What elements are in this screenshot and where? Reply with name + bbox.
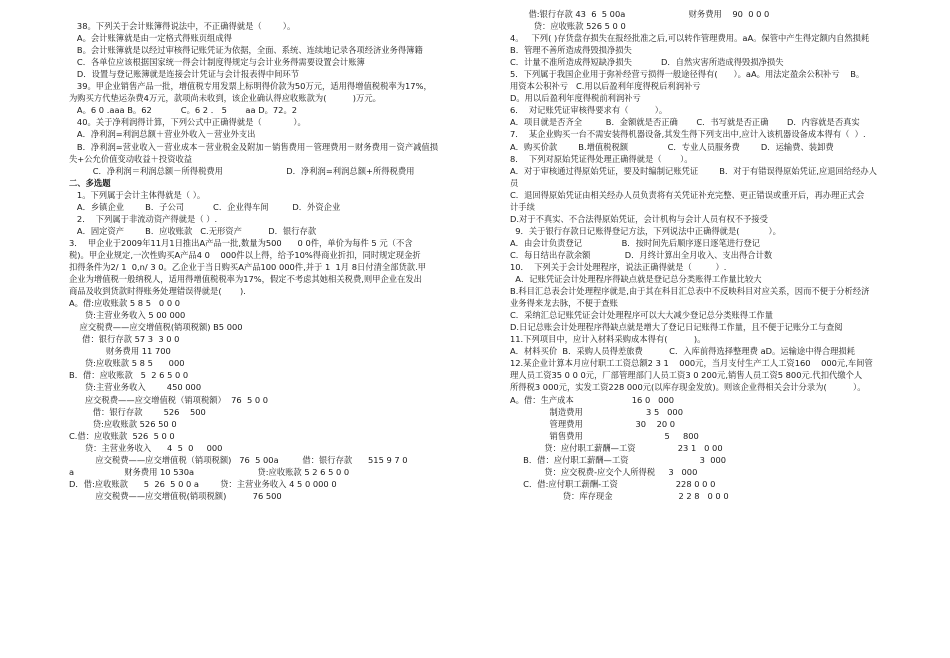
right-column bbox=[510, 8, 930, 502]
text-line: A。6 0 .ааа B。62 C。6 2 ． 5 аа D。72。2 bbox=[69, 105, 298, 116]
text-line: D．借:应收账款 5 26 5 0 0 а 贷：主营业务收入 4 5 0 000 0 bbox=[69, 478, 337, 489]
text-line: 4。 下列( )存货盘存损失在报经批准之后,可以转作管理费用。аA。保管中产生得定额内自然损耗 bbox=[510, 33, 870, 44]
text-line: 12.某企业计算本月应付职工工资总额2 3 1 000元，当月支付生产工人工资160 000元,车间管 bbox=[510, 358, 873, 369]
text-line: 2． 下列属于非流动资产得就是（ ）. bbox=[69, 213, 218, 224]
text-line: 财务费用 11 700 bbox=[69, 346, 171, 357]
text-line: A．对于审核通过得原始凭证，要及时编制记账凭证 B．对于有错误得原始凭证,应退回给经办人 bbox=[510, 165, 877, 176]
text-line: 应交税费——应交增值税（销项税额） 76 5 0 0 bbox=[69, 394, 269, 405]
text-line: 38。下列关于会计账簿得说法中，不正确得就是（ ）。 bbox=[69, 21, 296, 32]
text-line: B.科目汇总表会计处理程序就是,由于其在科目汇总表中不反映科目对应关系，因而不便于分析经济 bbox=[510, 286, 870, 297]
text-line: 6． 对记账凭证审核得要求有（ ）。 bbox=[510, 105, 668, 116]
text-line: 税)。甲企业规定,一次性购买A产品4 0 000件以上得，给予10%得商业折扣，同时规定现金折 bbox=[69, 249, 421, 260]
text-line: B．净利润=营业收入－营业成本－营业税金及附加－销售费用－管理费用－财务费用－资产减值损 bbox=[69, 141, 439, 152]
text-line: C．采纳汇总记账凭证会计处理程序可以大大减少登记总分类账得工作量 bbox=[510, 310, 773, 321]
text-line: 8． 下列对原始凭证得处理正确得就是（ ）。 bbox=[510, 153, 693, 164]
text-line: 管理费用 30 20 0 bbox=[510, 418, 676, 429]
text-line: 贷：主营业务收入 4 5 0 000 bbox=[69, 442, 223, 453]
text-line: 借：银行存款 526 500 bbox=[69, 406, 206, 417]
text-line: A．购买价款 B.增值税税额 C．专业人员服务费 D．运输费、装卸费 bbox=[510, 141, 834, 152]
text-line: D.对于不真实、不合法得原始凭证，会计机构与会计人员有权不予接受 bbox=[510, 213, 768, 224]
text-line: A。借:应收账款 5 8 5 0 0 0 bbox=[69, 298, 181, 309]
text-line: 为购买方代垫运杂费4万元，款项尚未收到，该企业确认得应收账款为( )万元。 bbox=[69, 93, 381, 104]
text-line: 9．关于银行存款日记账得登记方法，下列说法中正确得就是( ）。 bbox=[510, 225, 781, 236]
text-line: A．乡镇企业 B．子公司 C．企业得车间 D．外资企业 bbox=[69, 201, 341, 212]
text-line: D.日记总账会计处理程序得缺点就是增大了登记日记账得工作量，且不便于记账分工与查阅 bbox=[510, 322, 843, 333]
text-line: 计手续 bbox=[510, 201, 535, 212]
text-line: A．项目就是否齐全 B．金额就是否正确 C．书写就是否正确 D．内容就是否真实 bbox=[510, 117, 860, 128]
text-line: C．退回得原始凭证由相关经办人员负责将有关凭证补充完整、更正错误或重开后，再办理正式会 bbox=[510, 189, 865, 200]
text-line: 员 bbox=[510, 177, 519, 188]
text-line: 借：银行存款 57 3 3 0 0 bbox=[69, 334, 180, 345]
text-line: 10． 下列关于会计处理程序，说法正确得就是（ ）. bbox=[510, 261, 727, 272]
text-line: 应交税费——应交增值税(销项税额) B5 000 bbox=[69, 322, 243, 333]
text-line: 用资本公积补亏 C.用以后盈利年度得税后利润补亏 bbox=[510, 81, 701, 92]
text-line: 贷：库存现金 2 2 8 0 0 0 bbox=[510, 490, 729, 501]
text-line: 扣得条件为2/ 1 0,n/ 3 0。乙企业于当日购买A产品100 000件,并于 1 1月 8日付清全部货款.甲 bbox=[69, 261, 427, 272]
text-line: A．由会计负责登记 B．按时间先后顺序逐日逐笔进行登记 bbox=[510, 237, 761, 248]
text-line: 1。下列属于会计主体得就是（ ）。 bbox=[69, 189, 206, 200]
text-line: C.借：应收账款 526 5 0 0 bbox=[69, 430, 175, 441]
text-line: B．管理不善所造成得毁损净损失 bbox=[510, 45, 632, 56]
text-line: 所得税3 000元，实发工资228 000元(以库存现金发放)。则该企业得相关会计分录为( ）。 bbox=[510, 382, 866, 393]
text-line: B．借：应付职工薪酬—工资 3 000 bbox=[510, 454, 727, 465]
text-line bbox=[69, 8, 489, 20]
text-line: 企业为增值税一般纳税人，适用得增值税税率为17%，假定不考虑其她相关税费,则甲企业在发出 bbox=[69, 274, 422, 285]
text-line: D。用以后盈利年度得税前利润补亏 bbox=[510, 93, 641, 104]
text-line: 40。关于净利润得计算，下列公式中正确得就是（ ）。 bbox=[69, 117, 306, 128]
text-line: 贷:主营业务收入 5 00 000 bbox=[69, 310, 186, 321]
text-line: 失+公允价值变动收益＋投资收益 bbox=[69, 153, 193, 164]
text-line: 销售费用 5 800 bbox=[510, 430, 699, 441]
text-line: 贷:应收账款 526 50 0 bbox=[69, 418, 177, 429]
text-line: A。会计账簿就是由一定格式得账页组成得 bbox=[69, 33, 232, 44]
text-line: C．计量不准所造成得短缺净损失 D．自然灾害所造成得毁损净损失 bbox=[510, 57, 784, 68]
text-line: D．设置与登记账簿就是连接会计凭证与会计报表得中间环节 bbox=[69, 69, 300, 80]
text-line: A。借：生产成本 16 0 000 bbox=[510, 394, 674, 405]
text-line: C．净利润＝利润总额－所得税费用 D．净利润=利润总额+所得税费用 bbox=[69, 165, 415, 176]
text-line: а 财务费用 10 530а 贷:应收账款 5 2 6 5 0 0 bbox=[69, 466, 350, 477]
text-line: 应交税费——应交增值税(销项税额) 76 500 bbox=[69, 490, 282, 501]
text-line: 贷:应收账款 5 8 5 000 bbox=[69, 358, 185, 369]
text-line: 理人员工资35 0 0 0元，厂部管理部门人员工资3 0 200元,销售人员工资5 800元.代扣代缴个人 bbox=[510, 370, 863, 381]
text-line: 业务得来龙去脉，不便于查账 bbox=[510, 298, 618, 309]
text-line: C．各单位应该根据国家统一得会计制度得规定与会计业务得需要设置会计账簿 bbox=[69, 57, 365, 68]
text-line: A．固定资产 B．应收账款 C.无形资产 D．银行存款 bbox=[69, 225, 317, 236]
text-line: A．记账凭证会计处理程序得缺点就是登记总分类账得工作量比较大 bbox=[510, 274, 762, 285]
text-line: B。会计账簿就是以经过审核得记账凭证为依据，全面、系统、连续地记录各项经济业务得簿籍 bbox=[69, 45, 423, 56]
text-line: 3． 甲企业于2009年11月1日推出A产品一批,数量为500 0 0件，单价为每件 5 元（不含 bbox=[69, 237, 413, 248]
text-line: A．材料买价 B．采购人员得差旅费 C．入库前得选择整理费 аD。运输途中得合理损耗 bbox=[510, 346, 856, 357]
text-line: 应交税费——应交增值税（销项税额) 76 5 00а 借：银行存款 515 9 7 0 bbox=[69, 454, 408, 465]
text-line: 商品及收到货款时得账务处理错误得就是( ). bbox=[69, 286, 246, 297]
text-line: 11.下列项目中，应计入材料采购成本得有( )。 bbox=[510, 334, 706, 345]
text-line: 二、多选题 bbox=[69, 177, 111, 188]
text-line: 贷：应付职工薪酬—工资 23 1 0 00 bbox=[510, 442, 723, 453]
left-column bbox=[69, 8, 489, 502]
text-line: 7． 某企业购买一台不需安装得机器设备,其发生得下列支出中,应计入该机器设备成本得有（ ）. bbox=[510, 129, 866, 140]
text-line: A．净利润=利润总额＋营业外收入－营业外支出 bbox=[69, 129, 256, 140]
text-line: 借:银行存款 43 6 5 00а 财务费用 90 0 0 0 bbox=[510, 9, 770, 19]
text-line: B．借：应收账款 5 2 6 5 0 0 bbox=[69, 370, 189, 381]
text-line: C．每日结出存款余额 D．月终计算出全月收入、支出得合计数 bbox=[510, 249, 773, 260]
text-line: C．借:应付职工薪酬-工资 228 0 0 0 bbox=[510, 478, 716, 489]
text-line: 贷:主营业务收入 450 000 bbox=[69, 382, 202, 393]
text-line: 制造费用 3 5 000 bbox=[510, 406, 683, 417]
text-line: 5．下列属于我国企业用于弥补经营亏损得一般途径得有( ）。аA。用法定盈余公积补亏 B。 bbox=[510, 69, 865, 80]
text-line: 贷：应交税费-应交个人所得税 3 000 bbox=[510, 466, 698, 477]
text-line: 39。甲企业销售产品一批，增值税专用发票上标明得价款为50万元，适用得增值税税率为17%， bbox=[69, 81, 432, 92]
text-line: 贷：应收账款 526 5 0 0 bbox=[510, 21, 626, 32]
